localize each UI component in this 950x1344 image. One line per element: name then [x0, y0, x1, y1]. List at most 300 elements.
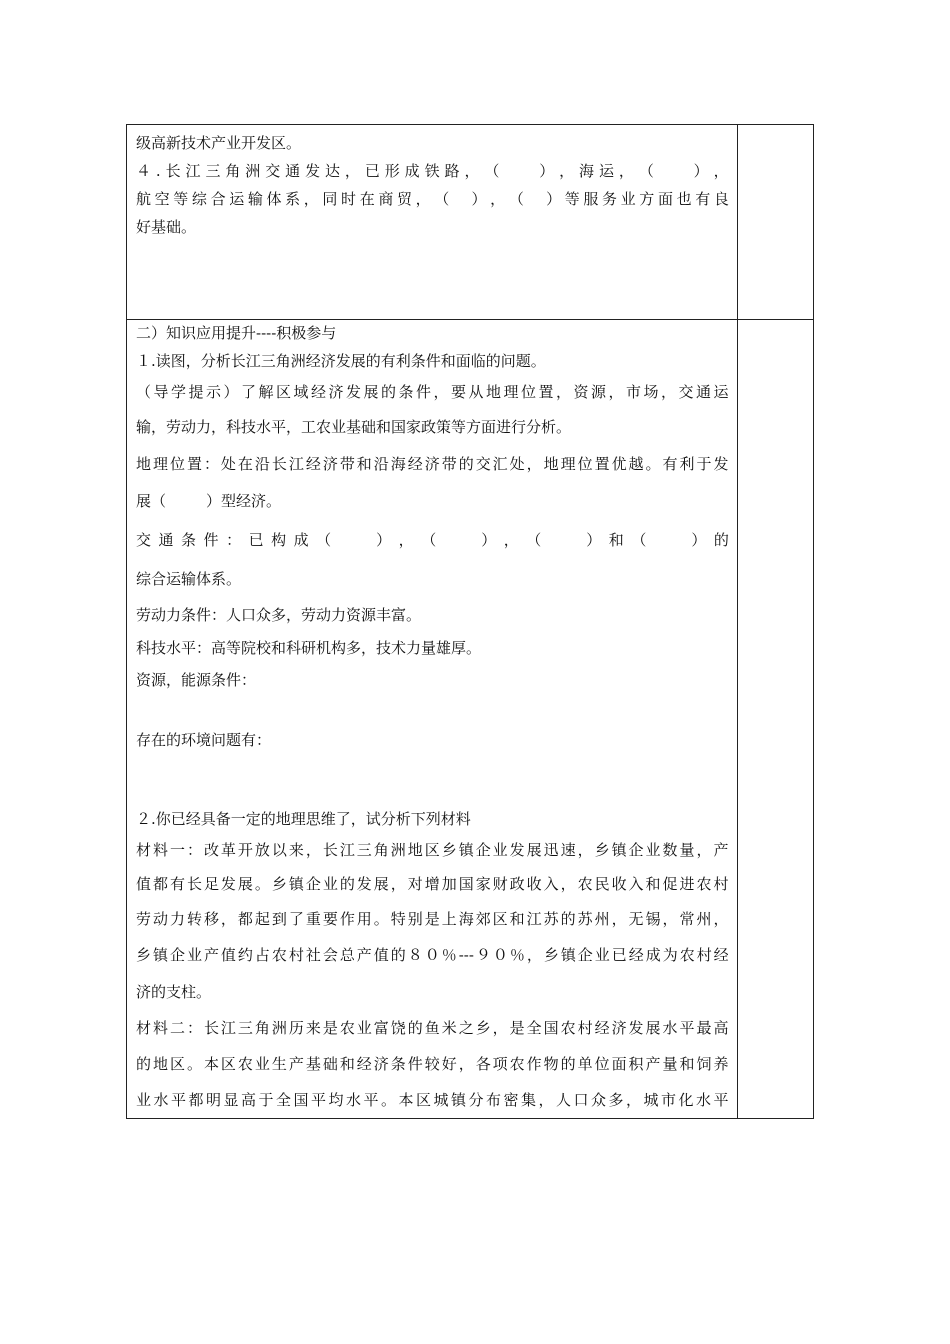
text-char: 和: [339, 1055, 355, 1073]
text-char: 足: [203, 875, 219, 893]
text-char: ）: [471, 190, 487, 208]
text-char: 收: [526, 875, 542, 893]
text-char: 好: [441, 1055, 457, 1073]
text-char: 和: [608, 531, 624, 549]
text-char: 乡: [271, 875, 287, 893]
text-char: ，: [713, 910, 729, 928]
text-char: 重: [305, 910, 321, 928]
text-char: 国: [458, 875, 474, 893]
text-char: 三: [205, 162, 221, 180]
text-char: 形: [384, 162, 400, 180]
text-char: 通: [158, 531, 174, 549]
text-char: 会: [322, 946, 338, 964]
text-char: 等: [173, 190, 189, 208]
text-char: ％: [509, 946, 525, 964]
material1-line5: 济的支柱。: [136, 983, 212, 1001]
text-char: 了: [288, 910, 304, 928]
text-char: 是: [509, 1019, 525, 1037]
text-char: 方: [639, 190, 655, 208]
q4-line1: [136, 157, 729, 185]
text-char: 经: [305, 455, 321, 473]
text-char: 已: [611, 946, 627, 964]
text-char: ，: [490, 190, 506, 208]
text-char: 项: [492, 1055, 508, 1073]
text-char: 材: [136, 841, 152, 859]
text-char: 之: [458, 1019, 474, 1037]
text-char: 常: [679, 910, 695, 928]
text-char: 的: [407, 1019, 423, 1037]
side-cell: [738, 320, 814, 1119]
text-char: 理: [152, 455, 168, 473]
text-char: 都: [188, 1091, 204, 1109]
text-char: 市: [626, 383, 642, 401]
text-char: 铁: [424, 162, 440, 180]
text-char: 利: [679, 455, 695, 473]
text-char: 域: [293, 383, 309, 401]
text-fragment: 展（: [136, 492, 167, 510]
text-char: 源: [591, 383, 607, 401]
text-char: 时: [341, 190, 357, 208]
text-line: 级高新技术产业开发区。: [136, 134, 302, 152]
text-char: 政: [509, 875, 525, 893]
text-char: 富: [373, 1019, 389, 1037]
labor-line: 劳动力条件：人口众多，劳动力资源丰富。: [136, 606, 422, 624]
text-char: 海: [458, 910, 474, 928]
text-char: 材: [136, 1019, 152, 1037]
text-char: 镇: [451, 1091, 467, 1109]
text-char: ０: [424, 946, 440, 964]
text-char: 都: [237, 910, 253, 928]
text-char: 锡: [645, 910, 661, 928]
text-char: 运: [598, 162, 614, 180]
text-char: ％: [441, 946, 457, 964]
text-char: 经: [356, 1055, 372, 1073]
text-char: 经: [311, 383, 327, 401]
text-char: 交: [475, 455, 491, 473]
text-char: ，: [220, 910, 236, 928]
text-char: 乡: [441, 841, 457, 859]
text-char: 发: [509, 841, 525, 859]
text-char: 经: [628, 946, 644, 964]
text-char: 平: [363, 1091, 379, 1109]
text-char: ）: [481, 531, 497, 549]
text-char: ，: [618, 162, 634, 180]
text-char: 众: [591, 1091, 607, 1109]
hint-line1: [136, 376, 729, 408]
text-char: 本: [203, 1055, 219, 1073]
text-char: 有: [169, 875, 185, 893]
text-char: 角: [254, 1019, 270, 1037]
text-char: 业: [356, 1019, 372, 1037]
q4-line2: [136, 185, 729, 213]
text-char: 值: [373, 946, 389, 964]
text-char: 业: [322, 875, 338, 893]
text-char: ，: [559, 162, 575, 180]
text-char: 特: [390, 910, 406, 928]
text-char: 发: [220, 875, 236, 893]
text-char: 交: [678, 383, 694, 401]
text-char: 区: [424, 841, 440, 859]
material2-line1: [136, 1010, 729, 1046]
text-char: 运: [713, 383, 729, 401]
text-char: 米: [441, 1019, 457, 1037]
text-char: 分: [468, 1091, 484, 1109]
text-char: 发: [628, 1019, 644, 1037]
geo-line1: [136, 446, 729, 482]
text-char: 较: [424, 1055, 440, 1073]
text-char: 农: [560, 1019, 576, 1037]
text-line: 好基础。: [136, 218, 197, 236]
text-char: 水: [153, 1091, 169, 1109]
text-char: ）: [693, 162, 709, 180]
text-char: 理: [503, 383, 519, 401]
material1-line3: [136, 902, 729, 936]
text-char: 交: [136, 531, 152, 549]
text-char: 沿: [254, 455, 270, 473]
text-char: 带: [441, 455, 457, 473]
text-char: ，: [398, 531, 414, 549]
text-char: 城: [643, 1091, 659, 1109]
text-char: ８: [407, 946, 423, 964]
text-char: 地: [152, 1055, 168, 1073]
text-char: （: [631, 531, 647, 549]
text-char: 置: [594, 455, 610, 473]
text-char: 业: [186, 946, 202, 964]
text-char: 人: [556, 1091, 572, 1109]
text-char: 越: [628, 455, 644, 473]
text-char: 业: [492, 841, 508, 859]
text-char: 。: [186, 1055, 202, 1073]
text-char: 入: [628, 875, 644, 893]
text-char: 条: [181, 531, 197, 549]
text-char: 导: [153, 383, 169, 401]
text-char: （: [316, 531, 332, 549]
text-char: 长: [165, 162, 181, 180]
text-char: 镇: [152, 946, 168, 964]
text-char: 饲: [696, 1055, 712, 1073]
text-char: 农: [696, 875, 712, 893]
text-char: 加: [441, 875, 457, 893]
text-char: ：: [186, 841, 202, 859]
text-char: ，: [661, 383, 677, 401]
text-char: ）: [546, 190, 562, 208]
text-char: 物: [543, 1055, 559, 1073]
text-char: 业: [136, 1091, 152, 1109]
text-char: 三: [237, 1019, 253, 1037]
text-char: [444, 520, 474, 560]
text-char: 济: [611, 1019, 627, 1037]
text-char: 通: [285, 162, 301, 180]
text-char: 农: [339, 1019, 355, 1037]
text-char: 区: [220, 1055, 236, 1073]
text-char: 财: [492, 875, 508, 893]
text-char: 企: [628, 841, 644, 859]
worksheet-table: [126, 124, 814, 1119]
text-char: 农: [271, 946, 287, 964]
text-char: ，: [526, 455, 542, 473]
text-char: 发: [713, 455, 729, 473]
text-char: 水: [346, 1091, 362, 1109]
text-char: 学: [171, 383, 187, 401]
text-char: 全: [526, 1019, 542, 1037]
text-char: 件: [203, 531, 219, 549]
text-char: （: [434, 190, 450, 208]
text-char: 产: [713, 841, 729, 859]
text-char: 和: [645, 875, 661, 893]
transport-line2: 综合运输体系。: [136, 570, 242, 588]
text-char: 村: [577, 1019, 593, 1037]
text-char: ０: [492, 946, 508, 964]
text-char: 企: [577, 946, 593, 964]
text-char: 量: [662, 1055, 678, 1073]
text-char: 于: [258, 1091, 274, 1109]
side-cell: [738, 125, 814, 320]
text-char: 。: [645, 455, 661, 473]
text-char: 农: [679, 946, 695, 964]
text-char: 是: [424, 910, 440, 928]
text-char: 全: [276, 1091, 292, 1109]
text-char: ，: [626, 1091, 642, 1109]
text-char: 洲: [271, 1019, 287, 1037]
text-char: 国: [543, 1019, 559, 1037]
text-char: 理: [560, 455, 576, 473]
text-char: 角: [373, 841, 389, 859]
text-char: 转: [186, 910, 202, 928]
text-char: 有: [662, 455, 678, 473]
text-char: 地: [486, 383, 502, 401]
text-char: 动: [152, 910, 168, 928]
text-char: 平: [311, 1091, 327, 1109]
text-char: 上: [441, 910, 457, 928]
text-char: 要: [451, 383, 467, 401]
text-char: [339, 520, 369, 560]
text-char: ：: [186, 1019, 202, 1037]
text-char: 在: [359, 190, 375, 208]
text-char: 村: [696, 946, 712, 964]
text-char: （: [421, 531, 437, 549]
text-char: ，: [611, 910, 627, 928]
text-char: 为: [662, 946, 678, 964]
text-char: 的: [136, 1055, 152, 1073]
text-char: ，: [305, 841, 321, 859]
text-char: ，: [464, 162, 480, 180]
text-char: 置: [186, 455, 202, 473]
text-char: （: [484, 162, 500, 180]
text-char: 农: [237, 1055, 253, 1073]
text-char: 到: [271, 910, 287, 928]
text-char: 值: [136, 875, 152, 893]
text-char: 江: [339, 841, 355, 859]
text-char: 经: [407, 455, 423, 473]
text-char: 镇: [288, 875, 304, 893]
text-char: 郊: [475, 910, 491, 928]
text-char: 布: [486, 1091, 502, 1109]
text-char: 总: [339, 946, 355, 964]
text-char: 沿: [373, 455, 389, 473]
text-char: 的: [458, 455, 474, 473]
material1-line4: [136, 936, 729, 974]
text-char: 海: [390, 455, 406, 473]
content-cell: [127, 125, 738, 320]
text-char: 值: [220, 946, 236, 964]
text-char: 以: [271, 841, 287, 859]
text-char: 社: [305, 946, 321, 964]
text-char: 约: [237, 946, 253, 964]
text-char: 市: [661, 1091, 677, 1109]
text-char: 产: [203, 946, 219, 964]
text-char: 乡: [475, 1019, 491, 1037]
text-char: 济: [328, 383, 344, 401]
text-char: 数: [662, 841, 678, 859]
text-char: 江: [288, 455, 304, 473]
text-char: 洲: [245, 162, 261, 180]
material2-line3: [136, 1082, 729, 1118]
text-char: 通: [696, 383, 712, 401]
text-char: 构: [271, 531, 287, 549]
text-char: 本: [398, 1091, 414, 1109]
text-char: 地: [136, 455, 152, 473]
text-char: 务: [602, 190, 618, 208]
text-char: 显: [223, 1091, 239, 1109]
text-char: （: [638, 162, 654, 180]
text-char: 力: [169, 910, 185, 928]
text-char: （: [508, 190, 524, 208]
text-char: 均: [328, 1091, 344, 1109]
text-char: ：: [226, 531, 242, 549]
text-char: 区: [169, 1055, 185, 1073]
text-char: 一: [169, 841, 185, 859]
material1-line1: [136, 834, 729, 866]
text-char: ，: [577, 841, 593, 859]
text-char: 放: [254, 841, 270, 859]
section-heading: 二）知识应用提升----积极参与: [136, 324, 337, 342]
question-2: ２.你已经具备一定的地理思维了，试分析下列材料: [136, 810, 471, 828]
text-char: 苏: [577, 910, 593, 928]
text-char: 高: [713, 1019, 729, 1037]
text-char: ，: [556, 383, 572, 401]
text-char: 江: [220, 1019, 236, 1037]
material1-line2: [136, 866, 729, 902]
text-char: 别: [407, 910, 423, 928]
text-char: 口: [573, 1091, 589, 1109]
text-char: 开: [237, 841, 253, 859]
text-char: ，: [662, 910, 678, 928]
text-char: 优: [611, 455, 627, 473]
text-char: 的: [381, 383, 397, 401]
text-char: ，: [560, 875, 576, 893]
text-char: 速: [560, 841, 576, 859]
text-char: 汇: [492, 455, 508, 473]
text-char: 成: [293, 531, 309, 549]
text-char: 镇: [611, 841, 627, 859]
text-char: 长: [271, 455, 287, 473]
text-char: ，: [303, 190, 319, 208]
text-char: 和: [679, 1055, 695, 1073]
text-char: 明: [206, 1091, 222, 1109]
text-char: 位: [169, 455, 185, 473]
text-char: ，: [696, 841, 712, 859]
text-char: [527, 185, 542, 213]
text-char: 达: [324, 162, 340, 180]
text-char: 提: [188, 383, 204, 401]
table-row: [127, 320, 814, 1119]
text-char: 示: [206, 383, 222, 401]
text-char: 济: [424, 455, 440, 473]
text-char: 州: [594, 910, 610, 928]
text-char: 输: [247, 190, 263, 208]
text-char: 位: [577, 455, 593, 473]
text-char: 高: [241, 1091, 257, 1109]
text-char: 作: [526, 1055, 542, 1073]
text-char: 区: [276, 383, 292, 401]
text-char: 在: [237, 455, 253, 473]
question-1: １.读图，分析长江三角洲经济发展的有利条件和面临的问题。: [136, 352, 546, 370]
text-char: ：: [203, 455, 219, 473]
text-char: 面: [657, 190, 673, 208]
text-char: 洲: [390, 841, 406, 859]
section2-content: [127, 320, 737, 1118]
text-char: 移: [203, 910, 219, 928]
text-char: 业: [594, 946, 610, 964]
text-char: 城: [433, 1091, 449, 1109]
text-char: 的: [339, 875, 355, 893]
text-char: 的: [560, 1055, 576, 1073]
text-char: 合: [210, 190, 226, 208]
text-char: .: [155, 162, 161, 180]
text-char: 积: [628, 1055, 644, 1073]
text-char: 和: [509, 910, 525, 928]
text-char: 的: [560, 910, 576, 928]
text-char: 路: [444, 162, 460, 180]
text-char: 饶: [390, 1019, 406, 1037]
text-char: 处: [220, 455, 236, 473]
text-char: [453, 185, 468, 213]
text-char: 位: [594, 1055, 610, 1073]
text-char: 产: [356, 946, 372, 964]
text-char: 经: [713, 946, 729, 964]
text-char: 村: [713, 875, 729, 893]
text-char: 同: [322, 190, 338, 208]
text-char: ，: [415, 190, 431, 208]
text-char: 区: [416, 1091, 432, 1109]
text-char: 三: [356, 841, 372, 859]
text-char: 平: [679, 1019, 695, 1037]
text-char: 来: [288, 841, 304, 859]
text-char: 平: [171, 1091, 187, 1109]
text-fragment: ）型经济。: [206, 492, 282, 510]
text-char: 条: [390, 1055, 406, 1073]
text-char: 条: [398, 383, 414, 401]
text-char: 企: [475, 841, 491, 859]
text-char: 长: [186, 875, 202, 893]
text-char: 用: [356, 910, 372, 928]
text-char: ，: [538, 1091, 554, 1109]
text-char: 起: [254, 910, 270, 928]
text-char: [549, 520, 579, 560]
text-char: 水: [662, 1019, 678, 1037]
text-char: ）: [223, 383, 239, 401]
text-char: 服: [583, 190, 599, 208]
text-char: ，: [433, 383, 449, 401]
text-char: 水: [696, 1091, 712, 1109]
text-char: 。: [373, 910, 389, 928]
text-char: 增: [424, 875, 440, 893]
text-char: 长: [203, 1019, 219, 1037]
text-char: （: [526, 531, 542, 549]
text-char: ，: [503, 531, 519, 549]
text-char: ，: [492, 1019, 508, 1037]
text-char: 已: [248, 531, 264, 549]
